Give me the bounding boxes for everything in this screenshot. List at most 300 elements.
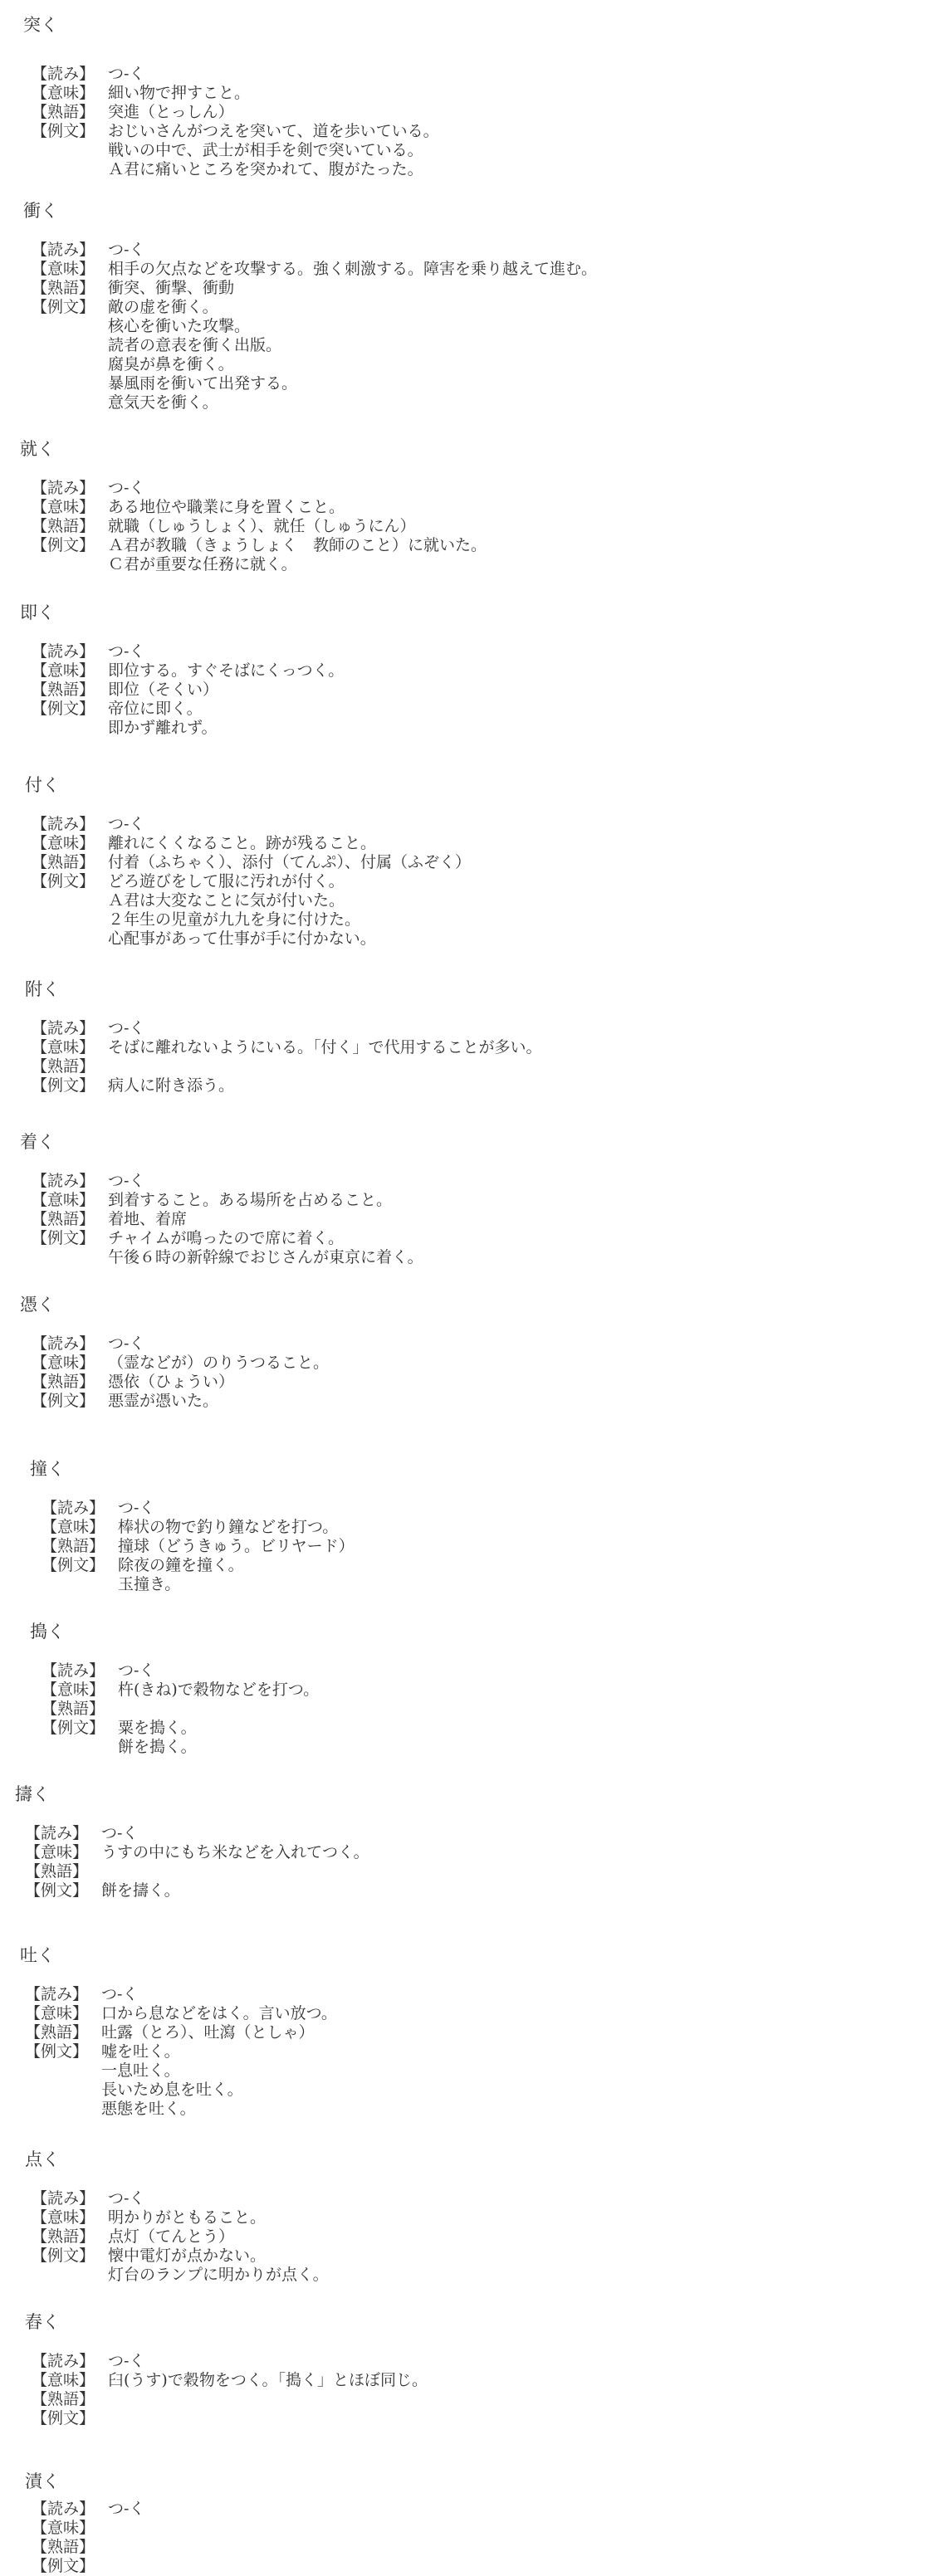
bracket-close: 】	[79, 65, 95, 83]
example-line: 餅を搗く。	[118, 1738, 197, 1756]
bracket-close: 】	[79, 1057, 95, 1076]
compound-row	[42, 1537, 355, 1556]
compound-label	[32, 2227, 108, 2247]
entry-heading: 撞く	[30, 1459, 65, 1479]
entry-heading: 衝く	[23, 201, 58, 221]
compound-label	[32, 103, 108, 122]
reading-label	[25, 1824, 101, 1843]
bracket-open: 【	[32, 2371, 48, 2389]
compound-row	[32, 103, 439, 122]
example-label	[25, 1881, 101, 1900]
compound-label	[32, 1210, 108, 1229]
reading-label-text: 読み	[57, 1661, 90, 1680]
meaning-label-text: 意味	[47, 834, 80, 852]
bracket-close: 】	[79, 1191, 95, 1209]
example-value: 除夜の鐘を撞く。	[118, 1556, 244, 1574]
bracket-open: 【	[25, 1862, 42, 1881]
meaning-row	[32, 84, 439, 103]
meaning-label-text: 意味	[57, 1681, 90, 1699]
reading-label-text: 読み	[47, 1172, 80, 1190]
meaning-label	[32, 260, 108, 279]
meaning-label-text: 意味	[47, 1191, 80, 1209]
entry-heading: 吐く	[20, 1945, 55, 1965]
bracket-close: 】	[79, 2189, 95, 2208]
entry-heading: 舂く	[25, 2312, 60, 2332]
compound-label-text: 熟語	[47, 279, 80, 297]
reading-value: つ‐く	[108, 1172, 145, 1190]
example-line: 暴風雨を衝いて出発する。	[108, 374, 298, 393]
reading-row	[42, 1499, 355, 1518]
reading-row	[32, 642, 344, 661]
entry-block	[25, 1824, 369, 1900]
compound-label-text: 熟語	[47, 103, 80, 121]
bracket-open: 【	[32, 1354, 48, 1372]
compound-value: 点灯（てんとう）	[108, 2227, 235, 2246]
meaning-label-text: 意味	[41, 2004, 73, 2022]
compound-value: 付着（ふちゃく）、添付（てんぷ）、付属（ふぞく）	[108, 853, 472, 871]
meaning-label	[32, 498, 108, 517]
meaning-label	[32, 1191, 108, 1210]
example-line: 一息吐く。	[101, 2061, 180, 2080]
example-label	[32, 1392, 108, 1411]
meaning-label	[32, 2519, 108, 2538]
meaning-value: （霊などが）のりうつること。	[108, 1354, 330, 1372]
example-label	[32, 298, 108, 317]
reading-label-text: 読み	[57, 1499, 90, 1517]
example-line: 玉撞き。	[118, 1575, 181, 1593]
example-label	[32, 536, 108, 555]
meaning-row	[42, 1518, 355, 1537]
entry-block	[32, 2500, 144, 2576]
reading-value: つ‐く	[108, 815, 145, 833]
reading-value: つ‐く	[118, 1661, 155, 1680]
bracket-open: 【	[32, 642, 48, 661]
meaning-label	[32, 661, 108, 681]
reading-row	[25, 1824, 369, 1843]
meaning-value: 口から息などをはく。言い放つ。	[101, 2004, 337, 2022]
example-line: Ａ君に痛いところを突かれて、腹がたった。	[108, 160, 423, 178]
reading-label-text: 読み	[47, 65, 80, 83]
meaning-label-text: 意味	[47, 2519, 80, 2537]
example-label-text: 例文	[47, 872, 80, 890]
compound-label	[42, 1700, 118, 1719]
example-row	[32, 2409, 428, 2428]
example-label	[32, 872, 108, 891]
example-label-text: 例文	[47, 700, 80, 718]
bracket-close: 】	[72, 1824, 89, 1842]
reading-row	[32, 815, 471, 834]
bracket-open: 【	[32, 2390, 48, 2408]
example-row	[32, 1229, 423, 1248]
bracket-open: 【	[32, 84, 48, 102]
meaning-label-text: 意味	[47, 1354, 80, 1372]
compound-value: 就職（しゅうしょく）、就任（しゅうにん）	[108, 517, 416, 535]
bracket-open: 【	[32, 241, 48, 259]
bracket-open: 【	[32, 1373, 48, 1391]
reading-value: つ‐く	[108, 241, 145, 259]
bracket-open: 【	[32, 661, 48, 680]
bracket-close: 】	[89, 1700, 105, 1718]
example-value: どろ遊びをして服に汚れが付く。	[108, 872, 345, 890]
entry-block	[32, 2189, 329, 2285]
example-line: ２年生の児童が九九を身に付けた。	[108, 910, 361, 929]
meaning-value: 即位する。すぐそばにくっつく。	[108, 661, 345, 680]
bracket-open: 【	[32, 1057, 48, 1076]
bracket-close: 】	[79, 1229, 95, 1247]
meaning-row	[32, 2208, 329, 2227]
bracket-close: 】	[79, 661, 95, 680]
entry-block	[32, 1019, 542, 1095]
example-row	[32, 122, 439, 141]
example-label	[32, 2557, 108, 2576]
bracket-open: 【	[32, 1076, 48, 1095]
meaning-row	[32, 498, 487, 517]
example-line: 腐臭が鼻を衝く。	[108, 355, 234, 373]
bracket-open: 【	[32, 536, 48, 554]
reading-label-text: 読み	[47, 1019, 80, 1037]
bracket-open: 【	[25, 2042, 42, 2061]
bracket-open: 【	[32, 1229, 48, 1247]
reading-value: つ‐く	[108, 2352, 145, 2370]
example-row	[42, 1719, 319, 1738]
bracket-close: 】	[79, 260, 95, 278]
bracket-close: 】	[79, 2227, 95, 2246]
meaning-value: 明かりがともること。	[108, 2208, 267, 2227]
entry-block	[32, 815, 471, 949]
bracket-close: 】	[79, 2371, 95, 2389]
reading-label	[32, 815, 108, 834]
example-label-text: 例文	[47, 298, 80, 316]
bracket-close: 】	[79, 2538, 95, 2556]
reading-value: つ‐く	[108, 2189, 145, 2208]
bracket-close: 】	[79, 517, 95, 535]
example-label-text: 例文	[41, 2042, 73, 2061]
meaning-label-text: 意味	[47, 2371, 80, 2389]
reading-row	[32, 479, 487, 498]
compound-label	[32, 517, 108, 536]
bracket-close: 】	[79, 834, 95, 852]
reading-label	[32, 241, 108, 260]
compound-row	[32, 853, 471, 872]
bracket-open: 【	[32, 2538, 48, 2556]
example-value: 嘘を吐く。	[101, 2042, 180, 2061]
example-row	[32, 2557, 144, 2576]
meaning-value: 細い物で押すこと。	[108, 84, 251, 102]
example-label	[32, 2409, 108, 2428]
compound-row	[32, 1210, 423, 1229]
entry-heading: 憑く	[20, 1295, 55, 1315]
bracket-close: 】	[79, 1392, 95, 1410]
bracket-close: 】	[79, 2500, 95, 2518]
compound-row	[25, 1862, 369, 1881]
bracket-open: 【	[32, 815, 48, 833]
reading-row	[42, 1661, 319, 1681]
meaning-row	[32, 834, 471, 853]
reading-label-text: 読み	[47, 642, 80, 661]
bracket-open: 【	[32, 1172, 48, 1190]
example-label	[32, 1076, 108, 1095]
bracket-open: 【	[32, 1019, 48, 1037]
example-label	[42, 1719, 118, 1738]
bracket-open: 【	[25, 2004, 42, 2022]
example-label-text: 例文	[57, 1719, 90, 1737]
meaning-value: 臼(うす)で穀物をつく。「搗く」とほぼ同じ。	[108, 2371, 428, 2389]
compound-label	[32, 2390, 108, 2409]
compound-label-text: 熟語	[47, 517, 80, 535]
bracket-close: 】	[72, 1881, 89, 1900]
entry-block	[42, 1661, 319, 1757]
bracket-close: 】	[89, 1518, 105, 1536]
bracket-open: 【	[32, 2557, 48, 2575]
compound-row	[32, 1373, 329, 1392]
reading-label-text: 読み	[47, 2352, 80, 2370]
bracket-close: 】	[79, 479, 95, 497]
bracket-open: 【	[42, 1719, 58, 1737]
bracket-open: 【	[32, 2247, 48, 2265]
reading-value: つ‐く	[108, 65, 145, 83]
meaning-label-text: 意味	[41, 1843, 73, 1861]
reading-label-text: 読み	[47, 815, 80, 833]
bracket-open: 【	[25, 1843, 42, 1861]
bracket-close: 】	[79, 1019, 95, 1037]
bracket-close: 】	[72, 2023, 89, 2042]
example-value: 敵の虚を衝く。	[108, 298, 218, 316]
reading-label	[32, 2352, 108, 2371]
meaning-label	[32, 2208, 108, 2227]
compound-label	[42, 1537, 118, 1556]
bracket-close: 】	[79, 1038, 95, 1056]
reading-label-text: 読み	[41, 1824, 73, 1842]
reading-label-text: 読み	[41, 1985, 73, 2003]
example-label-text: 例文	[47, 2557, 80, 2575]
bracket-close: 】	[89, 1661, 105, 1680]
bracket-open: 【	[32, 103, 48, 121]
example-row	[25, 1881, 369, 1900]
meaning-value: うすの中にもち米などを入れてつく。	[101, 1843, 369, 1861]
reading-row	[32, 1172, 423, 1191]
reading-label	[25, 1985, 101, 2004]
example-value: 餅を擣く。	[101, 1881, 180, 1900]
compound-label-text: 熟語	[41, 1862, 73, 1881]
example-row	[42, 1556, 355, 1575]
entry-heading: 即く	[20, 603, 55, 622]
bracket-close: 】	[89, 1719, 105, 1737]
meaning-row	[25, 2004, 337, 2023]
entry-block	[32, 479, 487, 574]
example-row	[32, 536, 487, 555]
meaning-label	[32, 2371, 108, 2390]
reading-row	[32, 241, 597, 260]
example-label-text: 例文	[47, 122, 80, 140]
bracket-close: 】	[79, 2390, 95, 2408]
meaning-row	[42, 1681, 319, 1700]
meaning-label-text: 意味	[47, 498, 80, 516]
bracket-open: 【	[32, 2409, 48, 2427]
compound-label	[32, 853, 108, 872]
entry-heading: 突く	[23, 15, 58, 35]
entry-heading: 擣く	[15, 1784, 50, 1804]
bracket-open: 【	[32, 2227, 48, 2246]
bracket-open: 【	[32, 1210, 48, 1228]
bracket-close: 】	[89, 1537, 105, 1555]
meaning-label-text: 意味	[47, 2208, 80, 2227]
bracket-open: 【	[32, 279, 48, 297]
reading-row	[32, 2189, 329, 2208]
entry-block	[32, 241, 597, 412]
entry-block	[32, 1172, 423, 1267]
example-line: 灯台のランプに明かりが点く。	[108, 2266, 329, 2284]
bracket-open: 【	[32, 2519, 48, 2537]
entry-block	[32, 642, 344, 738]
entry-heading: 付く	[25, 775, 60, 795]
meaning-label-text: 意味	[47, 661, 80, 680]
bracket-close: 】	[79, 2557, 95, 2575]
meaning-value: 到着すること。ある場所を占めること。	[108, 1191, 393, 1209]
entry-block	[42, 1499, 355, 1594]
bracket-close: 】	[72, 2004, 89, 2022]
bracket-close: 】	[72, 2042, 89, 2061]
bracket-close: 】	[79, 2519, 95, 2537]
bracket-open: 【	[42, 1499, 58, 1517]
example-row	[32, 1392, 329, 1411]
bracket-open: 【	[32, 1392, 48, 1410]
bracket-close: 】	[79, 2208, 95, 2227]
compound-label	[32, 279, 108, 298]
bracket-open: 【	[32, 498, 48, 516]
compound-row	[32, 2538, 144, 2557]
example-label	[25, 2042, 101, 2061]
entry-heading: 就く	[20, 439, 55, 459]
bracket-close: 】	[79, 298, 95, 316]
meaning-value: ある地位や職業に身を置くこと。	[108, 498, 345, 516]
meaning-row	[32, 661, 344, 681]
bracket-close: 】	[79, 1373, 95, 1391]
reading-label-text: 読み	[47, 479, 80, 497]
example-line: 即かず離れず。	[108, 719, 218, 737]
reading-label	[32, 642, 108, 661]
entry-heading: 搗く	[30, 1622, 65, 1642]
meaning-row	[32, 260, 597, 279]
example-label-text: 例文	[47, 536, 80, 554]
entry-heading: 点く	[25, 2149, 60, 2169]
reading-label	[32, 2189, 108, 2208]
bracket-close: 】	[79, 700, 95, 718]
reading-label	[32, 2500, 108, 2519]
example-row	[32, 2247, 329, 2266]
compound-row	[42, 1700, 319, 1719]
example-label-text: 例文	[47, 1076, 80, 1095]
bracket-close: 】	[79, 1354, 95, 1372]
bracket-open: 【	[32, 122, 48, 140]
bracket-close: 】	[79, 279, 95, 297]
bracket-open: 【	[32, 479, 48, 497]
compound-label-text: 熟語	[57, 1537, 90, 1555]
bracket-open: 【	[32, 1038, 48, 1056]
compound-label-text: 熟語	[47, 853, 80, 871]
bracket-close: 】	[79, 2409, 95, 2427]
meaning-label-text: 意味	[57, 1518, 90, 1536]
bracket-open: 【	[32, 700, 48, 718]
example-line: Ａ君は大変なことに気が付いた。	[108, 891, 345, 910]
bracket-close: 】	[79, 642, 95, 661]
reading-row	[32, 2352, 428, 2371]
reading-value: つ‐く	[108, 2500, 145, 2518]
compound-value: 衝突、衝撃、衝動	[108, 279, 235, 297]
example-row	[32, 872, 471, 891]
example-value: Ａ君が教職（きょうしょく 教師のこと）に就いた。	[108, 536, 487, 554]
bracket-open: 【	[42, 1700, 58, 1718]
bracket-close: 】	[79, 815, 95, 833]
bracket-open: 【	[32, 872, 48, 890]
meaning-value: 離れにくくなること。跡が残ること。	[108, 834, 377, 852]
example-line: 意気天を衝く。	[108, 393, 218, 412]
reading-value: つ‐く	[108, 1334, 145, 1353]
compound-label	[32, 681, 108, 700]
bracket-close: 】	[79, 872, 95, 890]
example-row	[25, 2042, 337, 2061]
meaning-row	[32, 2371, 428, 2390]
bracket-close: 】	[72, 1862, 89, 1881]
meaning-label	[42, 1518, 118, 1537]
reading-label-text: 読み	[47, 2500, 80, 2518]
entry-block	[25, 1985, 337, 2119]
bracket-open: 【	[32, 1191, 48, 1209]
example-line: Ｃ君が重要な任務に就く。	[108, 555, 297, 573]
reading-value: つ‐く	[108, 642, 145, 661]
meaning-row	[32, 1191, 423, 1210]
example-row	[32, 1076, 542, 1095]
example-label	[32, 2247, 108, 2266]
bracket-close: 】	[79, 498, 95, 516]
compound-value: 憑依（ひょうい）	[108, 1373, 235, 1391]
bracket-close: 】	[89, 1681, 105, 1699]
meaning-label	[32, 834, 108, 853]
example-line: 戦いの中で、武士が相手を剣で突いている。	[108, 141, 423, 159]
example-label-text: 例文	[47, 1229, 80, 1247]
bracket-open: 【	[32, 2208, 48, 2227]
example-value: チャイムが鳴ったので席に着く。	[108, 1229, 345, 1247]
bracket-open: 【	[42, 1681, 58, 1699]
compound-value: 撞球（どうきゅう。ビリヤード）	[118, 1537, 355, 1555]
example-value: 帝位に即く。	[108, 700, 203, 718]
bracket-open: 【	[32, 260, 48, 278]
compound-row	[32, 517, 487, 536]
bracket-close: 】	[79, 1210, 95, 1228]
entry-heading: 漬く	[25, 2471, 60, 2491]
example-value: 懐中電灯が点かない。	[108, 2247, 267, 2265]
compound-value: 吐露（とろ）、吐瀉（としゃ）	[101, 2023, 315, 2042]
bracket-close: 】	[89, 1556, 105, 1574]
bracket-close: 】	[79, 103, 95, 121]
bracket-close: 】	[72, 1843, 89, 1861]
reading-label	[42, 1661, 118, 1681]
bracket-open: 【	[32, 298, 48, 316]
reading-row	[32, 2500, 144, 2519]
example-row	[32, 700, 344, 719]
bracket-open: 【	[32, 65, 48, 83]
example-label-text: 例文	[57, 1556, 90, 1574]
bracket-open: 【	[25, 1985, 42, 2003]
compound-row	[32, 2390, 428, 2409]
bracket-open: 【	[25, 2023, 42, 2042]
example-value: おじいさんがつえを突いて、道を歩いている。	[108, 122, 439, 140]
compound-row	[25, 2023, 337, 2042]
example-value: 悪霊が憑いた。	[108, 1392, 219, 1410]
bracket-close: 】	[79, 536, 95, 554]
compound-label-text: 熟語	[47, 1373, 80, 1391]
compound-label	[25, 2023, 101, 2042]
reading-value: つ‐く	[101, 1824, 139, 1842]
